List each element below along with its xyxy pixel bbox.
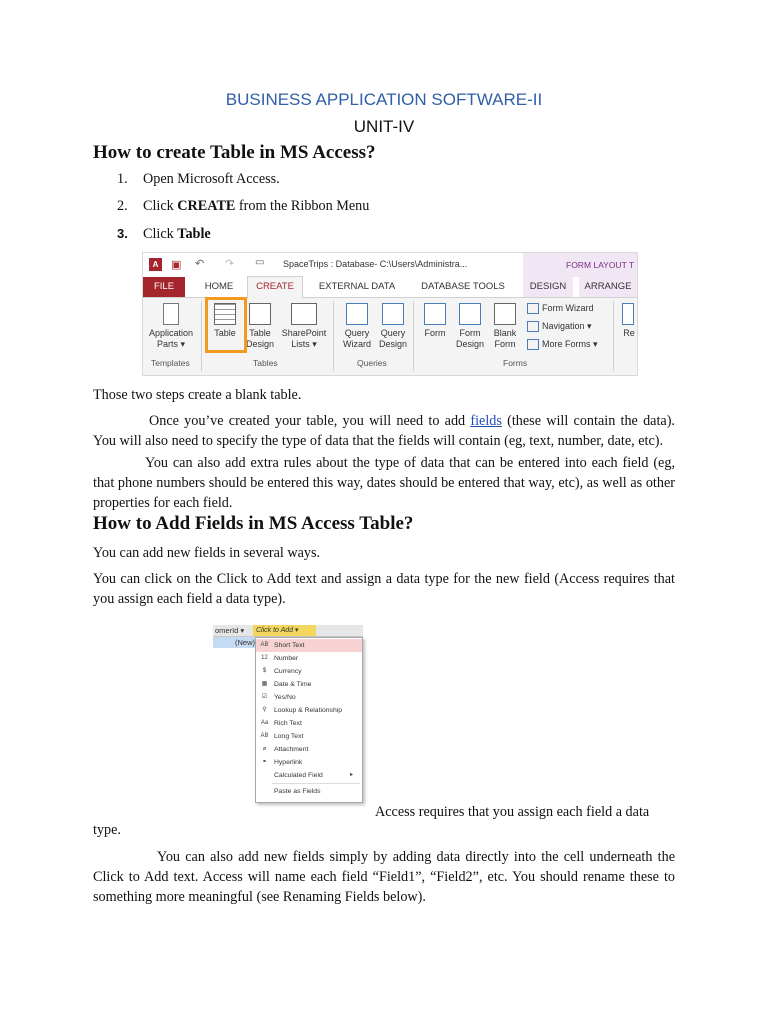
group-label-tables: Tables: [253, 358, 278, 368]
report-icon: [622, 303, 634, 325]
document-unit-label: UNIT-IV: [353, 117, 415, 136]
menu-item-paste-as-fields[interactable]: Paste as Fields: [274, 788, 321, 795]
section-heading-create-table: How to create Table in MS Access?: [93, 142, 376, 163]
blank-form-icon: [494, 303, 516, 325]
step-text-bold: CREATE: [177, 198, 236, 214]
long-text-icon: AB: [260, 733, 269, 739]
menu-item-calculated-field[interactable]: Calculated Field ▸: [256, 769, 362, 782]
table-button-highlight: [205, 297, 247, 353]
paragraph: Once you’ve created your table, you will need to add fields (these will contain the data). You will also need to specify the type of data that the fields will contain (eg, text, number, date, etc).: [93, 413, 675, 449]
group-label-templates: Templates: [151, 358, 190, 368]
access-app-icon: A: [149, 258, 162, 271]
menu-divider: [272, 783, 360, 784]
redo-icon[interactable]: ↷: [225, 258, 235, 270]
data-type-dropdown-screenshot: [213, 615, 363, 802]
step-text-pre: Click: [143, 226, 178, 242]
currency-icon: $: [262, 668, 267, 674]
report-button[interactable]: Re: [619, 303, 638, 339]
tab-home[interactable]: HOME: [204, 281, 234, 292]
paragraph: You can also add extra rules about the type of data that can be entered into each field (eg, that phone numbers should be entered this way, dates should be entered that way, etc), as well as other properties for each field.: [93, 455, 675, 511]
group-divider: [413, 301, 414, 371]
ribbon-screenshot: [142, 252, 638, 376]
query-design-button[interactable]: Query Design: [375, 303, 411, 350]
lookup-icon: ⚲: [262, 707, 267, 713]
group-divider: [201, 301, 202, 371]
menu-item-lookup[interactable]: ⚲ Lookup & Relationship: [256, 704, 362, 717]
form-design-button[interactable]: Form Design: [453, 303, 487, 350]
ribbon-tab-bar: [143, 277, 637, 298]
form-icon: [424, 303, 446, 325]
sharepoint-lists-button[interactable]: SharePoint Lists ▾: [277, 303, 331, 350]
menu-item-hyperlink[interactable]: ⚭ Hyperlink: [256, 756, 362, 769]
step-number: 3.: [117, 226, 128, 241]
form-design-icon: [459, 303, 481, 325]
menu-item-date-time[interactable]: ▦ Date & Time: [256, 678, 362, 691]
menu-item-attachment[interactable]: ⌀ Attachment: [256, 743, 362, 756]
step-number: 2.: [117, 198, 128, 214]
table-design-button[interactable]: Table Design: [243, 303, 277, 350]
application-parts-button[interactable]: Application Parts ▾: [143, 303, 199, 350]
more-forms-icon: [527, 339, 539, 350]
step-3: [117, 226, 211, 243]
tab-arrange[interactable]: ARRANGE: [579, 277, 637, 297]
step-text-pre: Click: [143, 198, 178, 214]
tab-file[interactable]: FILE: [143, 277, 185, 297]
paragraph: You can also add new fields simply by adding data directly into the cell underneath the Click to Add text. Access will name each field “Field1”, “Field2”, etc. You should rename these to something more meaningful (see Renaming Fields below).: [93, 849, 675, 905]
step-text-post: from the Ribbon Menu: [235, 198, 370, 214]
window-title: SpaceTrips : Database- C:\Users\Administra...: [283, 259, 468, 269]
form-wizard-icon: [527, 303, 539, 314]
more-forms-button[interactable]: More Forms ▾: [527, 339, 611, 350]
column-header: omerId ▾: [215, 626, 245, 635]
menu-item-yes-no[interactable]: ☑ Yes/No: [256, 691, 362, 704]
group-label-forms: Forms: [503, 358, 528, 368]
tab-design[interactable]: DESIGN: [523, 277, 573, 297]
hyperlink-icon: ⚭: [261, 759, 268, 765]
section-heading-add-fields: How to Add Fields in MS Access Table?: [93, 513, 414, 534]
step-number: 1.: [117, 171, 128, 187]
group-divider: [333, 301, 334, 371]
fields-link[interactable]: fields: [470, 413, 502, 429]
paragraph: You can add new fields in several ways.: [93, 545, 321, 561]
form-button[interactable]: Form: [419, 303, 451, 339]
paragraph: Those two steps create a blank table.: [93, 387, 302, 403]
blank-form-button[interactable]: Blank Form: [489, 303, 521, 350]
group-label-queries: Queries: [357, 358, 387, 368]
figure-caption-line2: type.: [93, 822, 121, 838]
paperclip-icon: ⌀: [262, 746, 267, 752]
table-header-row: [213, 625, 363, 637]
new-row-cell: (New): [213, 637, 257, 648]
group-divider: [613, 301, 614, 371]
query-wizard-icon: [346, 303, 368, 325]
step-text: Open Microsoft Access.: [143, 171, 280, 187]
menu-item-currency[interactable]: $ Currency: [256, 665, 362, 678]
click-to-add-header[interactable]: Click to Add ▾: [253, 625, 316, 636]
calendar-icon: ▦: [261, 681, 268, 687]
menu-item-short-text[interactable]: AB Short Text: [256, 639, 362, 652]
data-type-menu: [255, 637, 363, 803]
form-wizard-button[interactable]: Form Wizard: [527, 303, 607, 314]
save-icon[interactable]: ▣: [171, 259, 182, 271]
context-tab-label: FORM LAYOUT T: [566, 260, 635, 270]
tab-create[interactable]: CREATE: [247, 276, 303, 298]
undo-icon[interactable]: ↶: [195, 258, 205, 270]
navigation-icon: [527, 321, 539, 332]
step-text-bold: Table: [177, 226, 211, 242]
rich-text-icon: Aa: [260, 720, 269, 726]
table-button[interactable]: Table: [205, 303, 245, 339]
checkbox-icon: ☑: [261, 694, 268, 700]
short-text-icon: AB: [260, 642, 269, 648]
figure-caption-line1: Access requires that you assign each field a data: [375, 804, 650, 820]
navigation-button[interactable]: Navigation ▾: [527, 321, 607, 332]
step-2: [117, 198, 369, 215]
menu-item-rich-text[interactable]: Aa Rich Text: [256, 717, 362, 730]
step-1: [117, 171, 280, 188]
number-icon: 12: [261, 655, 268, 661]
tab-external-data[interactable]: EXTERNAL DATA: [318, 281, 396, 292]
menu-item-long-text[interactable]: AB Long Text: [256, 730, 362, 743]
menu-item-number[interactable]: 12 Number: [256, 652, 362, 665]
document-course-title: BUSINESS APPLICATION SOFTWARE-II: [225, 90, 543, 109]
tab-database-tools[interactable]: DATABASE TOOLS: [421, 281, 505, 292]
new-document-icon[interactable]: ▭: [255, 257, 265, 268]
paragraph: You can click on the Click to Add text and assign a data type for the new field (Access requires that you assign each field a data type).: [93, 571, 675, 607]
application-parts-icon: [163, 303, 179, 325]
table-design-icon: [249, 303, 271, 325]
query-design-icon: [382, 303, 404, 325]
submenu-arrow-icon: ▸: [350, 772, 354, 778]
sharepoint-lists-icon: [291, 303, 317, 325]
query-wizard-button[interactable]: Query Wizard: [339, 303, 375, 350]
